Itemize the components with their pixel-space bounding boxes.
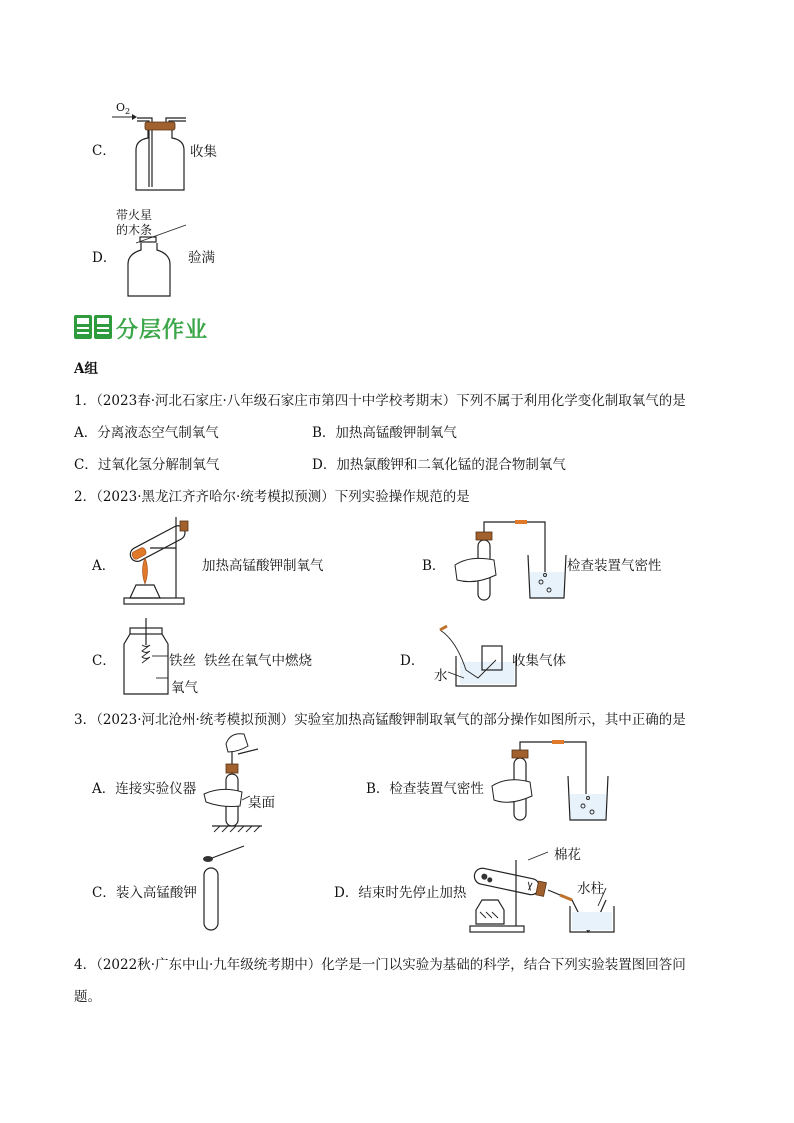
option-c-caption: 收集 xyxy=(190,144,217,160)
q1-option-d[interactable]: D．加热氯酸钾和二氧化锰的混合物制氧气 xyxy=(312,457,566,473)
o2-label: $O_2$ xyxy=(116,101,131,117)
group-label: A组 xyxy=(74,361,98,377)
section-title: 分层作业 xyxy=(116,318,209,343)
q2-stem: 2．（2023·黑龙江齐齐哈尔·统考模拟预测）下列实验操作规范的是 xyxy=(74,489,470,505)
q2-option-b-letter[interactable]: B． xyxy=(422,558,446,574)
q2-option-d-label-water: 水 xyxy=(434,668,448,684)
q4-stem-line1: 4．（2022秋·广东中山·九年级统考期中）化学是一门以实验为基础的科学，结合下列实验装置图回答问 xyxy=(74,957,686,973)
q2-option-d-caption: 收集气体 xyxy=(512,653,566,669)
q2-option-a-letter[interactable]: A． xyxy=(92,558,116,574)
q3-option-c[interactable]: C．装入高锰酸钾 xyxy=(92,885,197,901)
q3-option-b[interactable]: B．检查装置气密性 xyxy=(366,781,484,797)
option-d-letter: D． xyxy=(92,250,117,266)
q2-option-b-caption: 检查装置气密性 xyxy=(567,558,662,574)
q1-option-c[interactable]: C．过氧化氢分解制氧气 xyxy=(74,457,220,473)
q4-stem-line2: 题。 xyxy=(74,989,101,1005)
option-d-caption: 验满 xyxy=(188,250,215,266)
splint-label-line2: 的木条 xyxy=(116,223,153,237)
q2-option-c-label-oxygen: 氧气 xyxy=(171,680,198,696)
q3-option-d-label-water: 水柱 xyxy=(577,881,604,897)
q1-option-b[interactable]: B．加热高锰酸钾制氧气 xyxy=(312,425,457,441)
q2-option-c-caption: 铁丝在氧气中燃烧 xyxy=(204,653,312,669)
option-c-letter: C． xyxy=(92,143,116,159)
q2-option-d-letter[interactable]: D． xyxy=(400,653,425,669)
q3-stem: 3．（2023·河北沧州·统考模拟预测）实验室加热高锰酸钾制取氧气的部分操作如图所示，其中正确的是 xyxy=(74,712,686,728)
q3-option-a[interactable]: A．连接实验仪器 xyxy=(92,781,197,797)
q3-option-d-label-cotton: 棉花 xyxy=(554,847,581,863)
q3-option-a-label-desk: 桌面 xyxy=(248,795,275,811)
q1-option-a[interactable]: A．分离液态空气制氧气 xyxy=(74,425,219,441)
splint-label-line1: 带火星 xyxy=(116,208,153,222)
q2-option-c-label-wire: 铁丝 xyxy=(169,653,196,669)
q1-stem: 1．（2023春·河北石家庄·八年级石家庄市第四十中学校考期末）下列不属于利用化学变化制取氧气的是 xyxy=(74,393,686,409)
q2-option-a-caption: 加热高锰酸钾制氧气 xyxy=(202,558,324,574)
q3-option-d[interactable]: D．结束时先停止加热 xyxy=(334,885,467,901)
q2-option-c-letter[interactable]: C． xyxy=(92,653,116,669)
